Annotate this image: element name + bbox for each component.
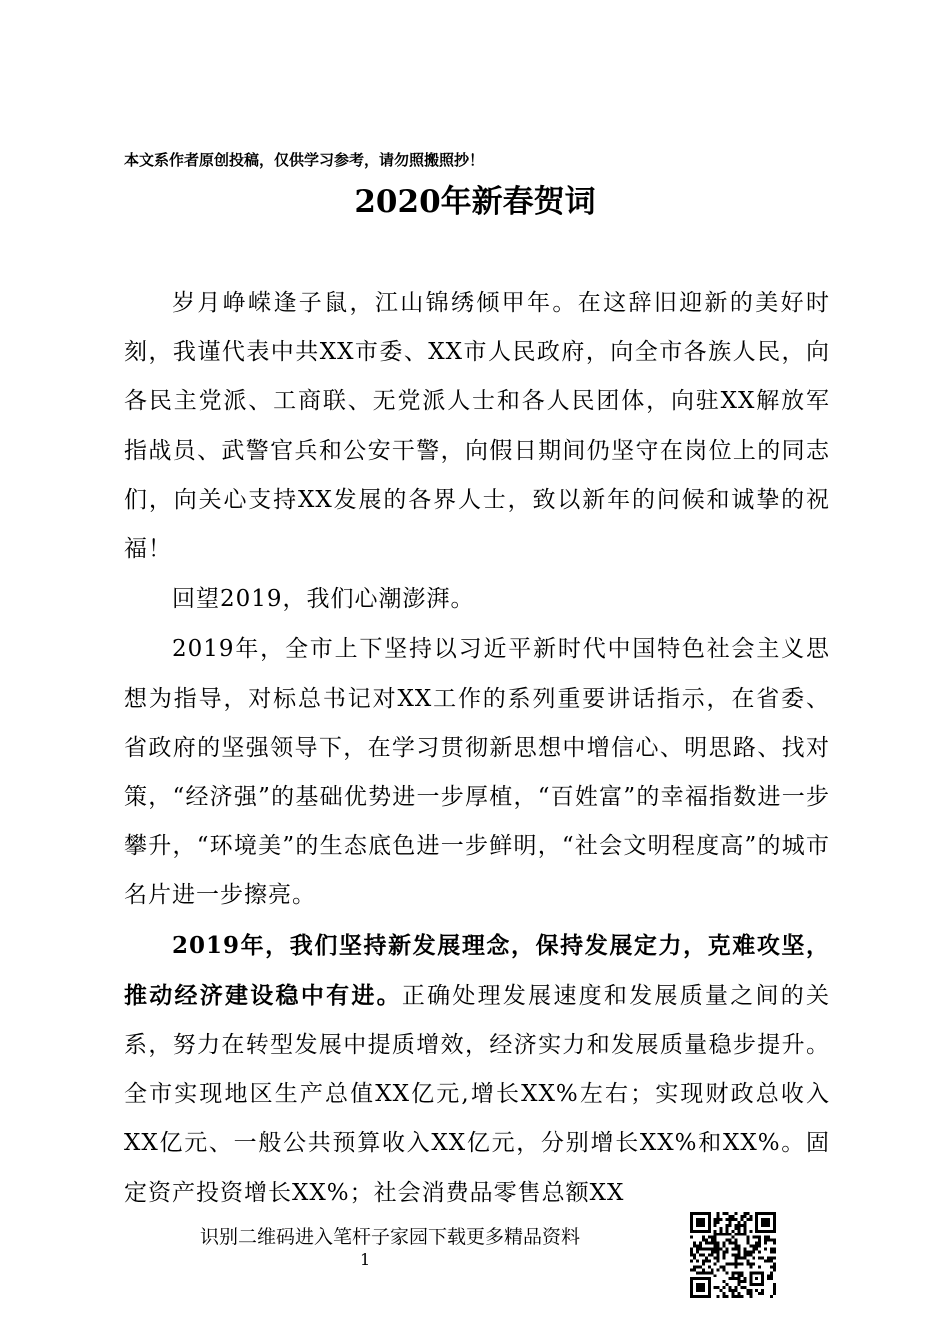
paragraph: [124, 921, 830, 1218]
qr-code-icon[interactable]: [690, 1212, 776, 1298]
paragraph-text: 岁月峥嵘逢子鼠，江山锦绣倾甲年。在这辞旧迎新的美好时刻，我谨代表中共XX市委、XX市人民政府，向全市各族人民，向各民主党派、工商联、无党派人士和各人民团体，向驻XX解放军指战员、武警官兵和公安干警，向假日期间仍坚守在岗位上的同志们，向关心支持XX发展的各界人士，致以新年的问候和诚挚的祝福！: [124, 290, 830, 563]
footer-promo-text: 识别二维码进入笔杆子家园下载更多精品资料: [200, 1226, 581, 1248]
paragraph-text: 回望2019，我们心潮澎湃。: [172, 586, 475, 613]
paragraph: [124, 278, 830, 574]
paragraph: [124, 574, 830, 624]
paragraph-text: 2019年，全市上下坚持以习近平新时代中国特色社会主义思想为指导，对标总书记对XX工作的系列重要讲话指示，在省委、省政府的坚强领导下，在学习贯彻新思想中增信心、明思路、找对策，“经济强”的基础优势进一步厚植，“百姓富”的幸福指数进一步攀升，“环境美”的生态底色进一步鲜明，“社会文明程度高”的城市名片进一步擦亮。: [124, 636, 830, 909]
paragraph: [124, 624, 830, 920]
paragraph-lead: 2019年，我们坚持新发展理念，保持发展定力，克难攻坚，推动经济建设稳中有进。: [124, 931, 830, 1009]
document-body: [124, 278, 830, 1218]
document-title: 2020年新春贺词: [354, 184, 596, 220]
page-number: 1: [360, 1250, 371, 1269]
paragraph-text: 正确处理发展速度和发展质量之间的关系，努力在转型发展中提质增效，经济实力和发展质量稳步提升。全市实现地区生产总值XX亿元,增长XX%左右；实现财政总收入XX亿元、一般公共预算收入XX亿元，分别增长XX%和XX%。固定资产投资增长XX%；社会消费品零售总额XX: [124, 982, 831, 1206]
copyright-notice: 本文系作者原创投稿，仅供学习参考，请勿照搬照抄！: [124, 151, 485, 169]
